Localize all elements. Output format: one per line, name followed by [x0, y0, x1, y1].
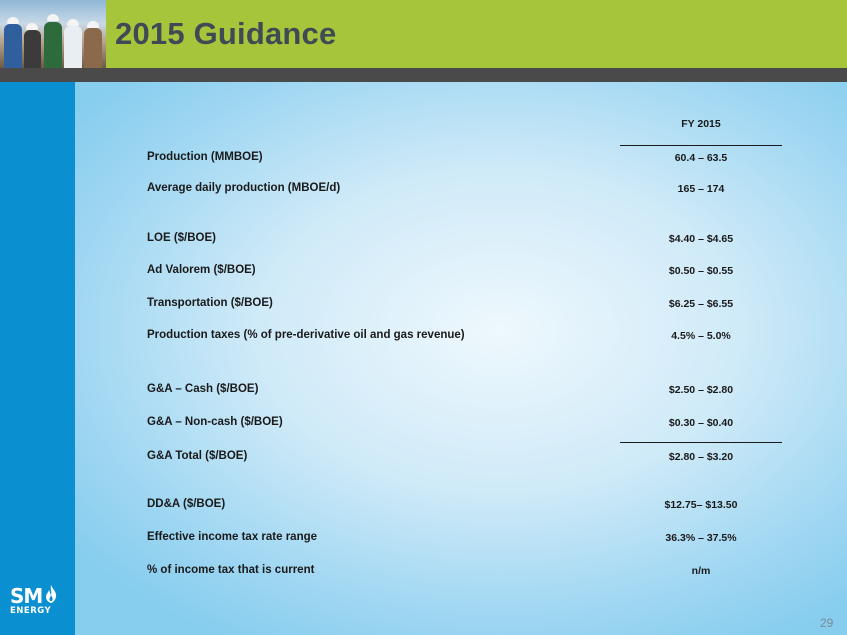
row-label-production: Production (MMBOE) [147, 151, 263, 163]
workers-photo [0, 0, 106, 68]
logo-text-sm: SM [10, 584, 43, 608]
row-label-production-taxes: Production taxes (% of pre-derivative oil and gas revenue) [147, 329, 465, 341]
content-area [75, 82, 847, 635]
row-label-ga-total: G&A Total ($/BOE) [147, 450, 248, 462]
column-header-fy2015: FY 2015 [681, 118, 721, 130]
row-label-ga-noncash: G&A – Non-cash ($/BOE) [147, 416, 283, 428]
row-label-dda: DD&A ($/BOE) [147, 498, 226, 510]
row-value-avg-daily-production: 165 – 174 [677, 183, 725, 195]
row-label-avg-daily-production: Average daily production (MBOE/d) [147, 182, 341, 194]
header-bar [0, 0, 847, 68]
sm-energy-logo [10, 584, 66, 618]
page-number: 29 [820, 616, 834, 630]
header-rule [620, 145, 782, 146]
row-label-loe: LOE ($/BOE) [147, 232, 217, 244]
row-value-ga-noncash: $0.30 – $0.40 [668, 417, 734, 429]
row-label-current-tax: % of income tax that is current [147, 564, 315, 576]
logo-text-energy: ENERGY [10, 606, 52, 616]
row-value-ga-cash: $2.50 – $2.80 [668, 384, 734, 396]
row-label-effective-tax-rate: Effective income tax rate range [147, 531, 318, 543]
header-divider-bar [0, 68, 847, 82]
row-value-dda: $12.75– $13.50 [664, 499, 738, 511]
row-value-production-taxes: 4.5% – 5.0% [671, 330, 731, 342]
row-value-loe: $4.40 – $4.65 [668, 233, 734, 245]
row-value-effective-tax-rate: 36.3% – 37.5% [665, 532, 737, 544]
row-label-ad-valorem: Ad Valorem ($/BOE) [147, 264, 256, 276]
row-label-transportation: Transportation ($/BOE) [147, 297, 273, 309]
left-sidebar [0, 82, 75, 635]
row-value-current-tax: n/m [691, 565, 711, 577]
row-value-production: 60.4 – 63.5 [674, 152, 728, 164]
flame-icon [45, 585, 57, 603]
ga-total-rule [620, 442, 782, 443]
row-value-ad-valorem: $0.50 – $0.55 [668, 265, 734, 277]
row-value-transportation: $6.25 – $6.55 [668, 298, 734, 310]
page-title: 2015 Guidance [115, 16, 337, 51]
row-value-ga-total: $2.80 – $3.20 [668, 451, 734, 463]
row-label-ga-cash: G&A – Cash ($/BOE) [147, 383, 259, 395]
